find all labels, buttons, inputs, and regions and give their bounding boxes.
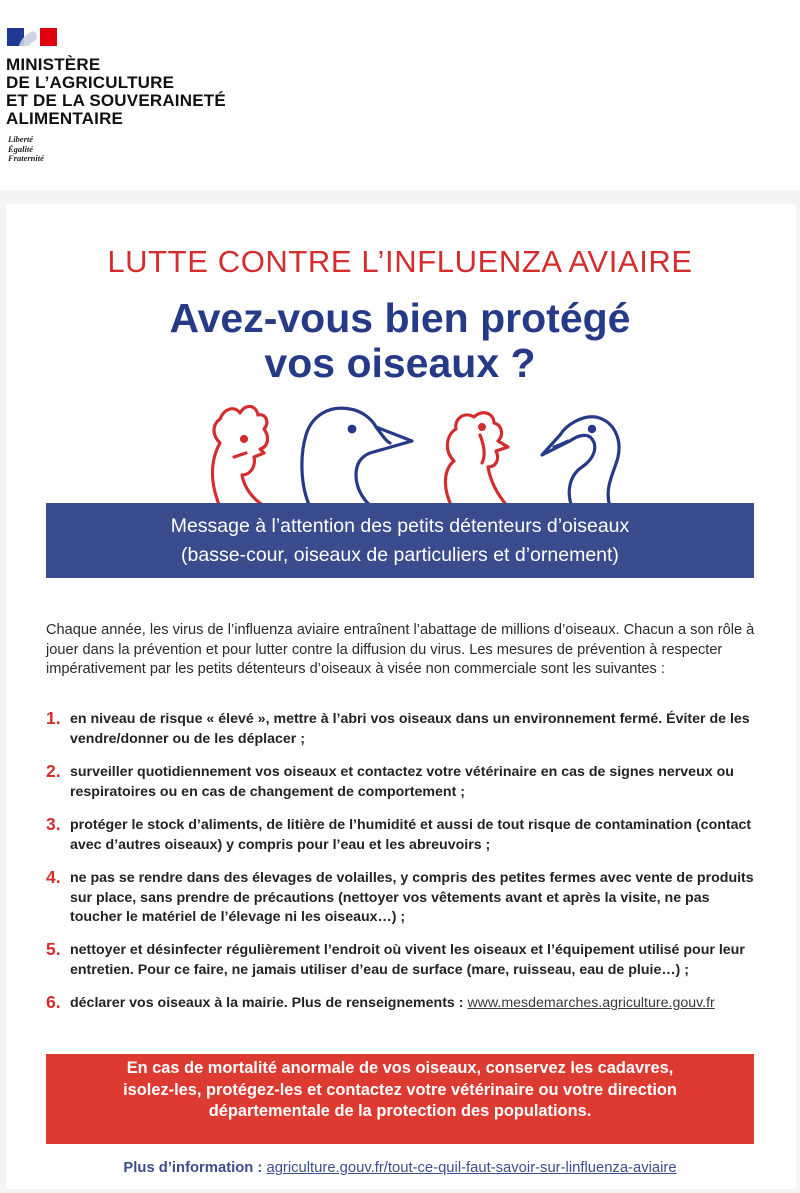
more-info-link[interactable]: agriculture.gouv.fr/tout-ce-quil-faut-savoir-sur-linfluenza-aviaire bbox=[266, 1160, 677, 1176]
measure-item bbox=[46, 763, 758, 802]
measure-number: 5. bbox=[46, 939, 61, 959]
measure-item bbox=[46, 816, 758, 855]
mesdemarches-link[interactable]: www.mesdemarches.agriculture.gouv.fr bbox=[467, 995, 715, 1011]
measure-item bbox=[46, 941, 758, 980]
mortality-alert-banner: En cas de mortalité anormale de vos oiseaux, conservez les cadavres, isolez-les, protégez-les et contactez votre vétérinaire ou votre direction départementale de la protection des populations. bbox=[46, 1054, 754, 1144]
audience-banner: Message à l’attention des petits détenteurs d’oiseaux (basse-cour, oiseaux de particuliers et d’ornement) bbox=[46, 503, 754, 578]
republic-motto: Liberté Égalité Fraternité bbox=[8, 134, 44, 163]
birds-illustration bbox=[190, 395, 630, 510]
measure-number: 6. bbox=[46, 992, 61, 1012]
duck-icon bbox=[542, 417, 619, 507]
headline: Avez-vous bien protégé vos oiseaux ? bbox=[169, 295, 631, 386]
ministry-name: MINISTÈRE DE L’AGRICULTURE ET DE LA SOUVERAINETÉ ALIMENTAIRE bbox=[6, 55, 226, 128]
measure-item bbox=[46, 869, 758, 928]
campaign-title: LUTTE CONTRE L’INFLUENZA AVIAIRE bbox=[107, 244, 693, 279]
measure-number: 1. bbox=[46, 708, 61, 728]
measure-text: en niveau de risque « élevé », mettre à l’abri vos oiseaux dans un environnement fermé. Éviter de les vendre/donner ou de les déplacer ; bbox=[70, 711, 750, 747]
measure-item bbox=[46, 710, 758, 749]
turkey-icon bbox=[445, 413, 508, 507]
measure-number: 4. bbox=[46, 867, 61, 887]
measure-text: déclarer vos oiseaux à la mairie. Plus de renseignements : www.mesdemarches.agriculture.gouv.fr bbox=[70, 995, 715, 1011]
ministry-header bbox=[0, 0, 800, 190]
measure-text: ne pas se rendre dans des élevages de volailles, y compris des petites fermes avec vente de produits sur place, sans prendre de précautions (nettoyer vos vêtements avant et après la visite, ne pas toucher le matériel de l’élevage ni les oiseaux…) ; bbox=[70, 870, 754, 925]
measure-number: 2. bbox=[46, 761, 61, 781]
marianne-flag-logo bbox=[7, 28, 57, 46]
goose-icon bbox=[302, 408, 412, 507]
more-info-line bbox=[0, 1160, 800, 1176]
measure-text: nettoyer et désinfecter régulièrement l’endroit où vivent les oiseaux et l’équipement utilisé pour leur entretien. Pour ce faire, ne jamais utiliser d’eau de surface (mare, ruisseau, eau de pluie…) ; bbox=[70, 942, 745, 978]
intro-paragraph: Chaque année, les virus de l’influenza aviaire entraînent l’abattage de millions d’oiseaux. Chacun a son rôle à jouer dans la prévention et pour lutter contre la diffusion du virus. Les mesures de prévention à respecter impérativement par les petits détenteurs d’oiseaux à visée non commerciale sont les suivantes : bbox=[46, 622, 755, 677]
rooster-icon bbox=[213, 406, 268, 507]
measure-number: 3. bbox=[46, 814, 61, 834]
measure-text: protéger le stock d’aliments, de litière de l’humidité et aussi de tout risque de contamination (contact avec d’autres oiseaux) y compris pour l’eau et les abreuvoirs ; bbox=[70, 817, 752, 853]
measure-item bbox=[46, 994, 758, 1014]
more-info-label: Plus d’information : bbox=[123, 1160, 267, 1176]
measure-text: surveiller quotidiennement vos oiseaux et contactez votre vétérinaire en cas de signes nerveux ou respiratoires ou en cas de changement de comportement ; bbox=[70, 764, 734, 800]
